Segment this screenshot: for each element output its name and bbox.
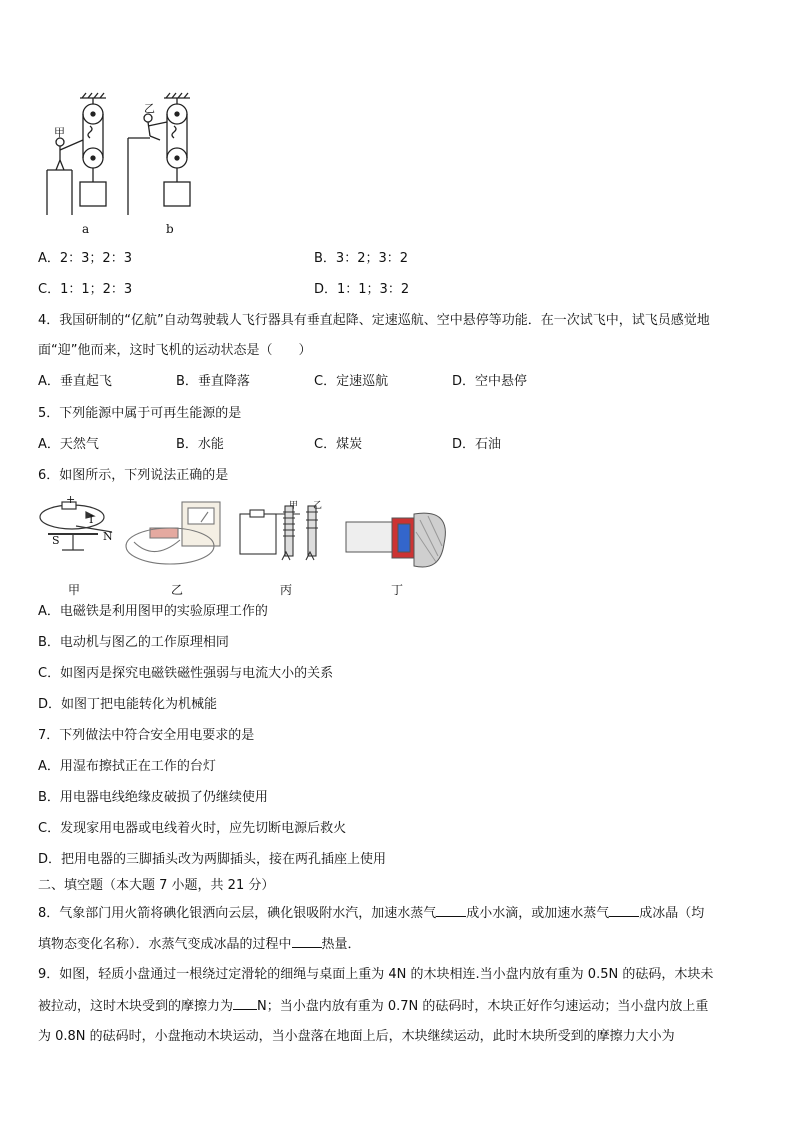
q6-option-d: D．如图丁把电能转化为机械能 xyxy=(38,697,218,712)
fig-jia-current: I xyxy=(89,513,94,526)
q4-option-c: C．定速巡航 xyxy=(314,374,389,389)
q5-option-c: C．煤炭 xyxy=(314,437,363,452)
q7-option-c: C．发现家用电器或电线着火时，应先切断电源后救火 xyxy=(38,821,347,836)
q4-option-a: A．垂直起飞 xyxy=(38,374,112,389)
q6-option-c: C．如图丙是探究电磁铁磁性强弱与电流大小的关系 xyxy=(38,666,334,681)
q5-option-a: A．天然气 xyxy=(38,437,99,452)
q7-option-d: D．把用电器的三脚插头改为两脚插头，接在两孔插座上使用 xyxy=(38,852,387,867)
q9-text-2b: N；当小盘内放有重为 0.7N 的砝码时，木块正好作匀速运动；当小盘内放上重 xyxy=(257,999,709,1014)
q4-stem-line1: 4．我国研制的“亿航”自动驾驶载人飞行器具有垂直起降、定速巡航、空中悬停等功能．在一次试飞中，试飞员感觉地 xyxy=(38,313,710,328)
q3-option-d: D．1：1；3：2 xyxy=(314,282,410,297)
pulley-system-b xyxy=(128,93,190,215)
q8-text-5: 热量． xyxy=(321,937,361,952)
q4-option-b: B．垂直降落 xyxy=(176,374,250,389)
q8-blank-1 xyxy=(436,904,466,917)
q3-option-c: C．1：1；2：3 xyxy=(38,282,133,297)
q8-blank-2 xyxy=(609,904,639,917)
section-2-title: 二、填空题（本大题 7 小题，共 21 分） xyxy=(38,878,275,893)
figure-ding-microphone xyxy=(346,513,445,567)
q5-option-d: D．石油 xyxy=(452,437,502,452)
q6-figures xyxy=(0,492,794,592)
q6-label-bing: 丙 xyxy=(280,583,293,597)
caption-a: a xyxy=(82,222,90,236)
caption-b: b xyxy=(166,222,174,236)
fig-jia-plus: + xyxy=(66,493,76,506)
fig-bing-yi: 乙 xyxy=(313,501,323,511)
figure-jia-oersted xyxy=(40,502,112,550)
pulley-figure xyxy=(0,0,794,240)
q9-blank-1 xyxy=(233,997,257,1010)
figure-yi-magnet xyxy=(126,502,220,564)
person-a-label: 甲 xyxy=(54,126,65,139)
fig-jia-north: N xyxy=(103,530,113,543)
q6-label-yi: 乙 xyxy=(171,583,184,597)
q6-stem: 6．如图所示，下列说法正确的是 xyxy=(38,468,229,483)
q7-stem: 7．下列做法中符合安全用电要求的是 xyxy=(38,728,255,743)
fig-jia-south: S xyxy=(52,534,60,547)
q8-line2 xyxy=(38,935,758,954)
q9-line3: 为 0.8N 的砝码时，小盘拖动木块运动，当小盘落在地面上后，木块继续运动，此时木块所受到的摩擦力大小为 xyxy=(38,1029,675,1044)
q5-stem: 5．下列能源中属于可再生能源的是 xyxy=(38,406,242,421)
q3-option-b: B．3：2；3：2 xyxy=(314,251,409,266)
q8-line1 xyxy=(38,904,758,923)
q7-option-b: B．用电器电线绝缘皮破损了仍继续使用 xyxy=(38,790,268,805)
q9-line2 xyxy=(38,997,758,1016)
q4-stem-line2: 面“迎”他而来，这时飞机的运动状态是（ ） xyxy=(38,343,312,358)
q3-option-a: A．2：3；2：3 xyxy=(38,251,132,266)
q8-text-4: 填物态变化名称）．水蒸气变成冰晶的过程中 xyxy=(38,937,292,952)
q4-option-d: D．空中悬停 xyxy=(452,374,528,389)
q8-blank-3 xyxy=(292,935,322,948)
q6-option-b: B．电动机与图乙的工作原理相同 xyxy=(38,635,229,650)
q6-label-ding: 丁 xyxy=(391,583,404,597)
q6-label-jia: 甲 xyxy=(68,583,81,597)
q5-option-b: B．水能 xyxy=(176,437,224,452)
pulley-system-a xyxy=(47,93,106,215)
figure-bing-electromagnet xyxy=(240,506,318,560)
fig-bing-jia: 甲 xyxy=(289,501,299,511)
q8-text-3: 成冰晶（均 xyxy=(639,906,705,921)
q7-option-a: A．用湿布擦拭正在工作的台灯 xyxy=(38,759,216,774)
q8-text-1: 8．气象部门用火箭将碘化银洒向云层，碘化银吸附水汽，加速水蒸气 xyxy=(38,906,437,921)
q8-text-2: 成小水滴，或加速水蒸气 xyxy=(466,906,610,921)
person-b-label: 乙 xyxy=(144,102,155,115)
q9-line1: 9．如图，轻质小盘通过一根绕过定滑轮的细绳与桌面上重为 4N 的木块相连.当小盘内放有重为 0.5N 的砝码，木块未 xyxy=(38,967,714,982)
q9-text-2a: 被拉动，这时木块受到的摩擦力为 xyxy=(38,999,234,1014)
q6-option-a: A．电磁铁是利用图甲的实验原理工作的 xyxy=(38,604,268,619)
